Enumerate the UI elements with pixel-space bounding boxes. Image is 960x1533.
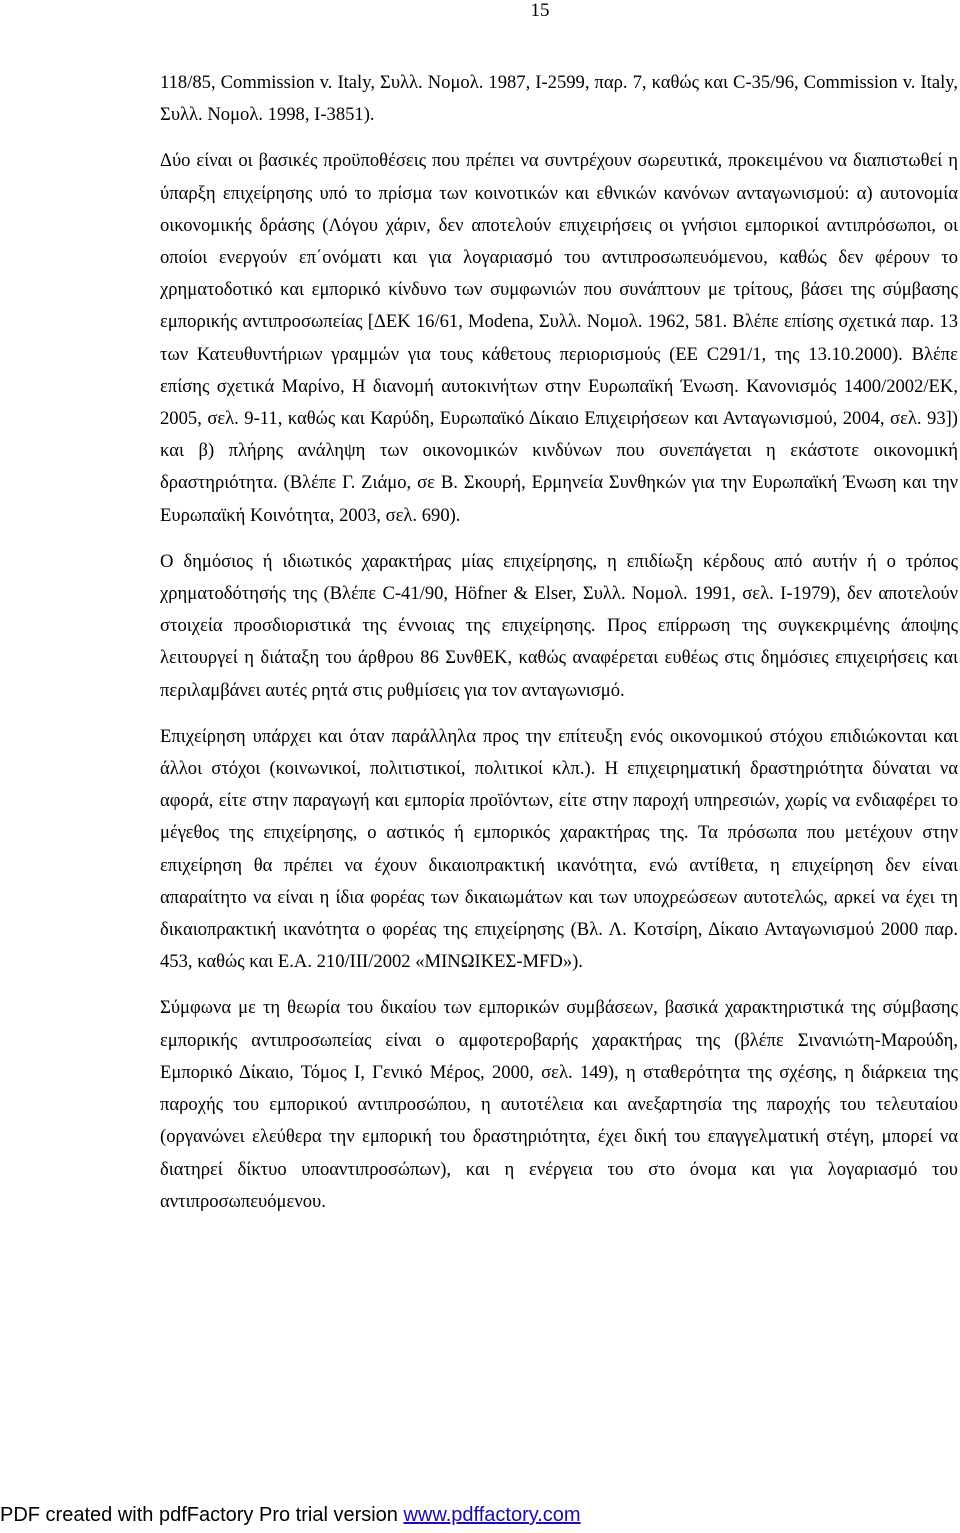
paragraph-public-private-character: Ο δημόσιος ή ιδιωτικός χαρακτήρας μίας επιχείρησης, η επιδίωξη κέρδους από αυτήν ή ο τρόπος χρηματοδότησής της (Βλέπε C-41/90, Höfner & Elser, Συλλ. Νομολ. 1991, σελ. I-1979), δεν αποτελούν στοιχεία προσδιοριστικά της έννοιας της επιχείρησης. Προς επίρρωση της συγκεκριμένης άποψης λειτουργεί η διάταξη του άρθρου 86 ΣυνθΕΚ, καθώς αναφέρεται ευθέως στις δημόσιες επιχειρήσεις και περιλαμβάνει αυτές ρητά στις ρυθμίσεις για τον ανταγωνισμό.: [160, 550, 958, 701]
paragraph-citation-continuation: 118/85, Commission v. Italy, Συλλ. Νομολ. 1987, I-2599, παρ. 7, καθώς και C-35/96, Commission v. Italy, Συλλ. Νομολ. 1998, I-3851).: [160, 72, 958, 126]
paragraph-enterprise-objectives: Επιχείρηση υπάρχει και όταν παράλληλα προς την επίτευξη ενός οικονομικού στόχου επιδιώκονται και άλλοι στόχοι (κοινωνικοί, πολιτιστικοί, πολιτικοί κλπ.). Η επιχειρηματική δραστηριότητα δύναται να αφορά, είτε στην παραγωγή και εμπορία προϊόντων, είτε στην παροχή υπηρεσιών, χωρίς να ενδιαφέρει το μέγεθος της επιχείρησης, ο αστικός ή εμπορικός χαρακτήρας της. Τα πρόσωπα που μετέχουν στην επιχείρηση θα πρέπει να έχουν δικαιοπρακτική ικανότητα, ενώ αντίθετα, η επιχείρηση δεν είναι απαραίτητο να είναι η ίδια φορέας των δικαιωμάτων και των υποχρεώσεων αυτοτελώς, αρκεί να έχει τη δικαιοπρακτική ικανότητα ο φορέας της επιχείρησης (Βλ. Λ. Κοτσίρη, Δίκαιο Ανταγωνισμού 2000 παρ. 453, καθώς και Ε.Α. 210/ΙΙΙ/2002 «ΜΙΝΩΙΚΕΣ-MFD»).: [160, 725, 958, 973]
footer-link[interactable]: www.pdffactory.com: [403, 1504, 581, 1526]
pdf-footer: [0, 1502, 581, 1528]
page-number: 15: [530, 0, 550, 21]
paragraph-commercial-agency: Σύμφωνα με τη θεωρία του δικαίου των εμπορικών συμβάσεων, βασικά χαρακτηριστικά της σύμβασης εμπορικής αντιπροσωπείας είναι ο αμφοτεροβαρής χαρακτήρας της (βλέπε Σινανιώτη-Μαρούδη, Εμπορικό Δίκαιο, Τόμος Ι, Γενικό Μέρος, 2000, σελ. 149), η σταθερότητα της σχέσης, η διάρκεια της παροχής του εμπορικού αντιπροσώπου, η αυτοτέλεια και ανεξαρτησία της παροχής του τελευταίου (οργανώνει ελεύθερα την εμπορική του δραστηριότητα, έχει δική του επαγγελματική στέγη, μπορεί να διατηρεί δίκτυο υποαντιπροσώπων), και η ενέργεια του στο όνομα και για λογαριασμό του αντιπροσωπευόμενου.: [160, 997, 958, 1212]
paragraph-enterprise-conditions: Δύο είναι οι βασικές προϋποθέσεις που πρέπει να συντρέχουν σωρευτικά, προκειμένου να διαπιστωθεί η ύπαρξη επιχείρησης υπό το πρίσμα των κοινοτικών και εθνικών κανόνων ανταγωνισμού: α) αυτονομία οικονομικής δράσης (Λόγου χάριν, δεν αποτελούν επιχειρήσεις οι γνήσιοι εμπορικοί αντιπρόσωποι, οι οποίοι ενεργούν επ΄ονόματι και για λογαριασμό του αντιπροσωπευόμενου, καθώς δεν φέρουν το χρηματοδοτικό και εμπορικό κίνδυνο των συμφωνιών που συνάπτουν με τρίτους, βάσει της σύμβασης εμπορικής αντιπροσωπείας [ΔΕΚ 16/61, Modena, Συλλ. Νομολ. 1962, 581. Βλέπε επίσης σχετικά παρ. 13 των Κατευθυντήριων γραμμών για τους κάθετους περιορισμούς (ΕΕ C291/1, της 13.10.2000). Βλέπε επίσης σχετικά Μαρίνο, Η διανομή αυτοκινήτων στην Ευρωπαϊκή Ένωση. Κανονισμός 1400/2002/ΕΚ, 2005, σελ. 9-11, καθώς και Καρύδη, Ευρωπαϊκό Δίκαιο Επιχειρήσεων και Ανταγωνισμού, 2004, σελ. 93]) και β) πλήρης ανάληψη των οικονομικών κινδύνων που συνεπάγεται η εκάστοτε οικονομική δραστηριότητα. (Βλέπε Γ. Ζιάμο, σε Β. Σκουρή, Ερμηνεία Συνθηκών για την Ευρωπαϊκή Ένωση και την Ευρωπαϊκή Κοινότητα, 2003, σελ. 690).: [160, 150, 958, 526]
footer-text: PDF created with pdfFactory Pro trial version: [0, 1504, 404, 1526]
document-body: [160, 67, 958, 1218]
